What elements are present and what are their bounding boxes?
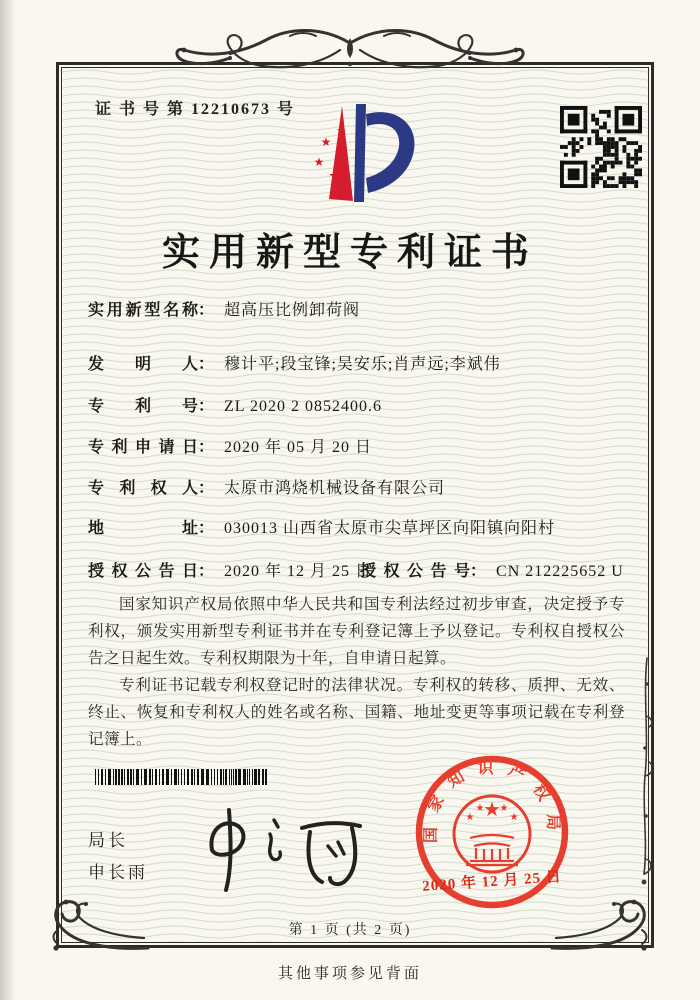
logo-stars <box>314 125 349 186</box>
field-label: 地址 <box>88 520 198 537</box>
field-value: CN 212225652 U <box>496 563 624 580</box>
seal-text: 国家知识产权局 <box>422 760 562 844</box>
emblem-stars <box>466 799 519 823</box>
field-label: 专利号 <box>88 398 198 415</box>
top-ornament <box>170 22 530 80</box>
field-row-patent-no <box>88 393 633 416</box>
svg-text:★: ★ <box>499 803 509 814</box>
seal-date: 2020 年 12 月 25 日 <box>421 869 563 895</box>
field-colon: ： <box>198 302 215 319</box>
svg-text:★: ★ <box>465 812 475 823</box>
director-name: 申长雨 <box>88 863 148 882</box>
field-colon: ： <box>470 563 487 580</box>
field-value: 穆计平;段宝锋;吴安乐;肖声远;李斌伟 <box>224 356 501 373</box>
field-label: 授权公告号 <box>360 563 470 580</box>
svg-text:★: ★ <box>509 812 519 823</box>
legal-text <box>88 591 625 753</box>
barcode <box>95 769 271 785</box>
field-colon: ： <box>198 480 215 497</box>
logo-blue-stem <box>354 104 366 202</box>
field-colon: ： <box>198 520 215 537</box>
legal-paragraph-2: 专利证书记载专利权登记时的法律状况。专利权的转移、质押、无效、终止、恢复和专利权人的姓名或名称、国籍、地址变更等事项记载在专利登记簿上。 <box>88 677 625 748</box>
field-row-grant-no <box>360 558 624 581</box>
page-number: 第 1 页 (共 2 页) <box>288 923 412 938</box>
field-value: 2020 年 05 月 20 日 <box>224 439 373 456</box>
field-colon: ： <box>198 356 215 373</box>
side-vine-ornament <box>634 656 658 888</box>
field-colon: ： <box>198 439 215 456</box>
field-row-grant-date <box>88 558 633 581</box>
svg-text:★: ★ <box>327 166 345 186</box>
field-colon: ： <box>198 563 215 580</box>
field-value: 太原市鸿烧机械设备有限公司 <box>224 480 446 497</box>
field-label: 专利权人 <box>88 480 198 497</box>
legal-paragraph-1: 国家知识产权局依照中华人民共和国专利法经过初步审查，决定授予专利权，颁发实用新型专利证书并在专利登记簿上予以登记。专利权自授权公告之日起生效。专利权期限为十年，自申请日起算。 <box>88 596 625 667</box>
svg-text:★: ★ <box>336 125 346 137</box>
svg-text:★: ★ <box>320 135 332 149</box>
field-colon: ： <box>198 398 215 415</box>
field-row-inventors <box>88 351 633 374</box>
field-value: 030013 山西省太原市尖草坪区向阳镇向阳村 <box>224 520 556 537</box>
field-row-name <box>88 297 633 320</box>
field-value: 超高压比例卸荷阀 <box>224 302 361 319</box>
certificate-number: 证 书 号 第 12210673 号 <box>95 101 296 118</box>
back-note: 其他事项参见背面 <box>277 966 422 982</box>
director-title: 局长 <box>88 831 128 850</box>
field-value: ZL 2020 2 0852400.6 <box>224 398 382 415</box>
certificate-title: 实用新型专利证书 <box>161 232 538 274</box>
svg-text:★: ★ <box>475 803 485 814</box>
field-value: 2020 年 12 月 25 日 <box>224 563 373 580</box>
scan-edge-shadow <box>0 0 16 1000</box>
field-label: 发明人 <box>88 356 198 373</box>
corner-ornament-left <box>48 878 152 954</box>
field-label: 授权公告日 <box>88 563 198 580</box>
cnipa-logo <box>278 98 428 208</box>
logo-blue-bowl <box>366 112 414 193</box>
field-label: 专利申请日 <box>88 439 198 456</box>
signature-handwriting <box>182 798 372 898</box>
field-row-patentee <box>88 475 633 498</box>
svg-text:★: ★ <box>483 799 501 821</box>
qr-code <box>560 106 642 188</box>
emblem-gate <box>466 835 518 865</box>
svg-text:★: ★ <box>335 143 349 158</box>
field-row-filing-date <box>88 434 633 457</box>
svg-text:★: ★ <box>313 155 325 169</box>
field-label: 实用新型名称 <box>88 302 198 319</box>
field-row-address <box>88 515 633 538</box>
